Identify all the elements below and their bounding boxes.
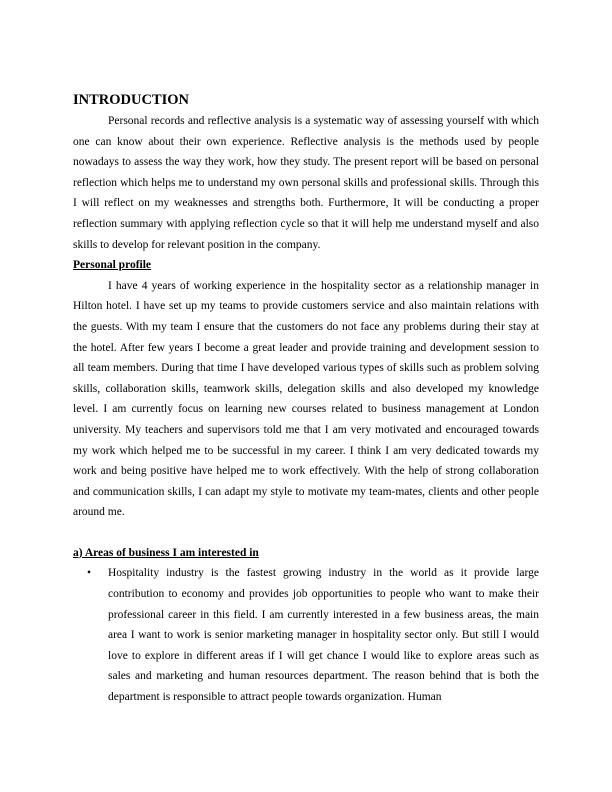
section-spacer [73, 523, 539, 543]
introduction-paragraph: Personal records and reflective analysis is a systematic way of assessing yourself with which one can know about their own experience. Reflective analysis is the methods used by people nowadays to assess the way they work, how they study. The present report will be based on personal reflection which helps me to understand my own personal skills and professional skills. Through this I will reflect on my weaknesses and strengths both. Furthermore, It will be conducting a proper reflection summary with applying reflection cycle so that it will help me understand myself and also skills to develop for relevant position in the company. [73, 115, 539, 251]
list-item [73, 563, 539, 707]
areas-of-business-list [73, 563, 539, 707]
bullet-text: Hospitality industry is the fastest growing industry in the world as it provide large contribution to economy and provides job opportunities to people who want to make their professional career in this field. I am currently interested in a few business areas, the main area I want to work is senior marketing manager in hospitality sector only. But still I would love to explore in different areas if I will get chance I would like to explore areas such as sales and marketing and human resources department. The reason behind that is both the department is responsible to attract people towards organization. Human [108, 567, 539, 704]
bullet-icon: • [87, 567, 92, 580]
personal-profile-heading: Personal profile [73, 259, 152, 272]
document-page [73, 91, 539, 708]
introduction-heading: INTRODUCTION [73, 92, 190, 108]
areas-of-business-heading: a) Areas of business I am interested in [73, 546, 259, 559]
personal-profile-paragraph: I have 4 years of working experience in the hospitality sector as a relationship manager in Hilton hotel. I have set up my teams to provide customers service and also maintain relations with the guests. With my team I ensure that the customers do not face any problems during their stay at the hotel. After few years I become a great leader and provide training and development session to all team members. During that time I have developed various types of skills such as problem solving skills, collaboration skills, teamwork skills, delegation skills and also developed my knowledge level. I am currently focus on learning new courses related to business management at London university. My teachers and supervisors told me that I am very motivated and encouraged towards my work which helped me to be successful in my career. I think I am very dedicated towards my work and being positive have helped me to work effectively. With the help of strong collaboration and communication skills, I can adapt my style to motivate my team-mates, clients and other people around me. [73, 279, 539, 519]
